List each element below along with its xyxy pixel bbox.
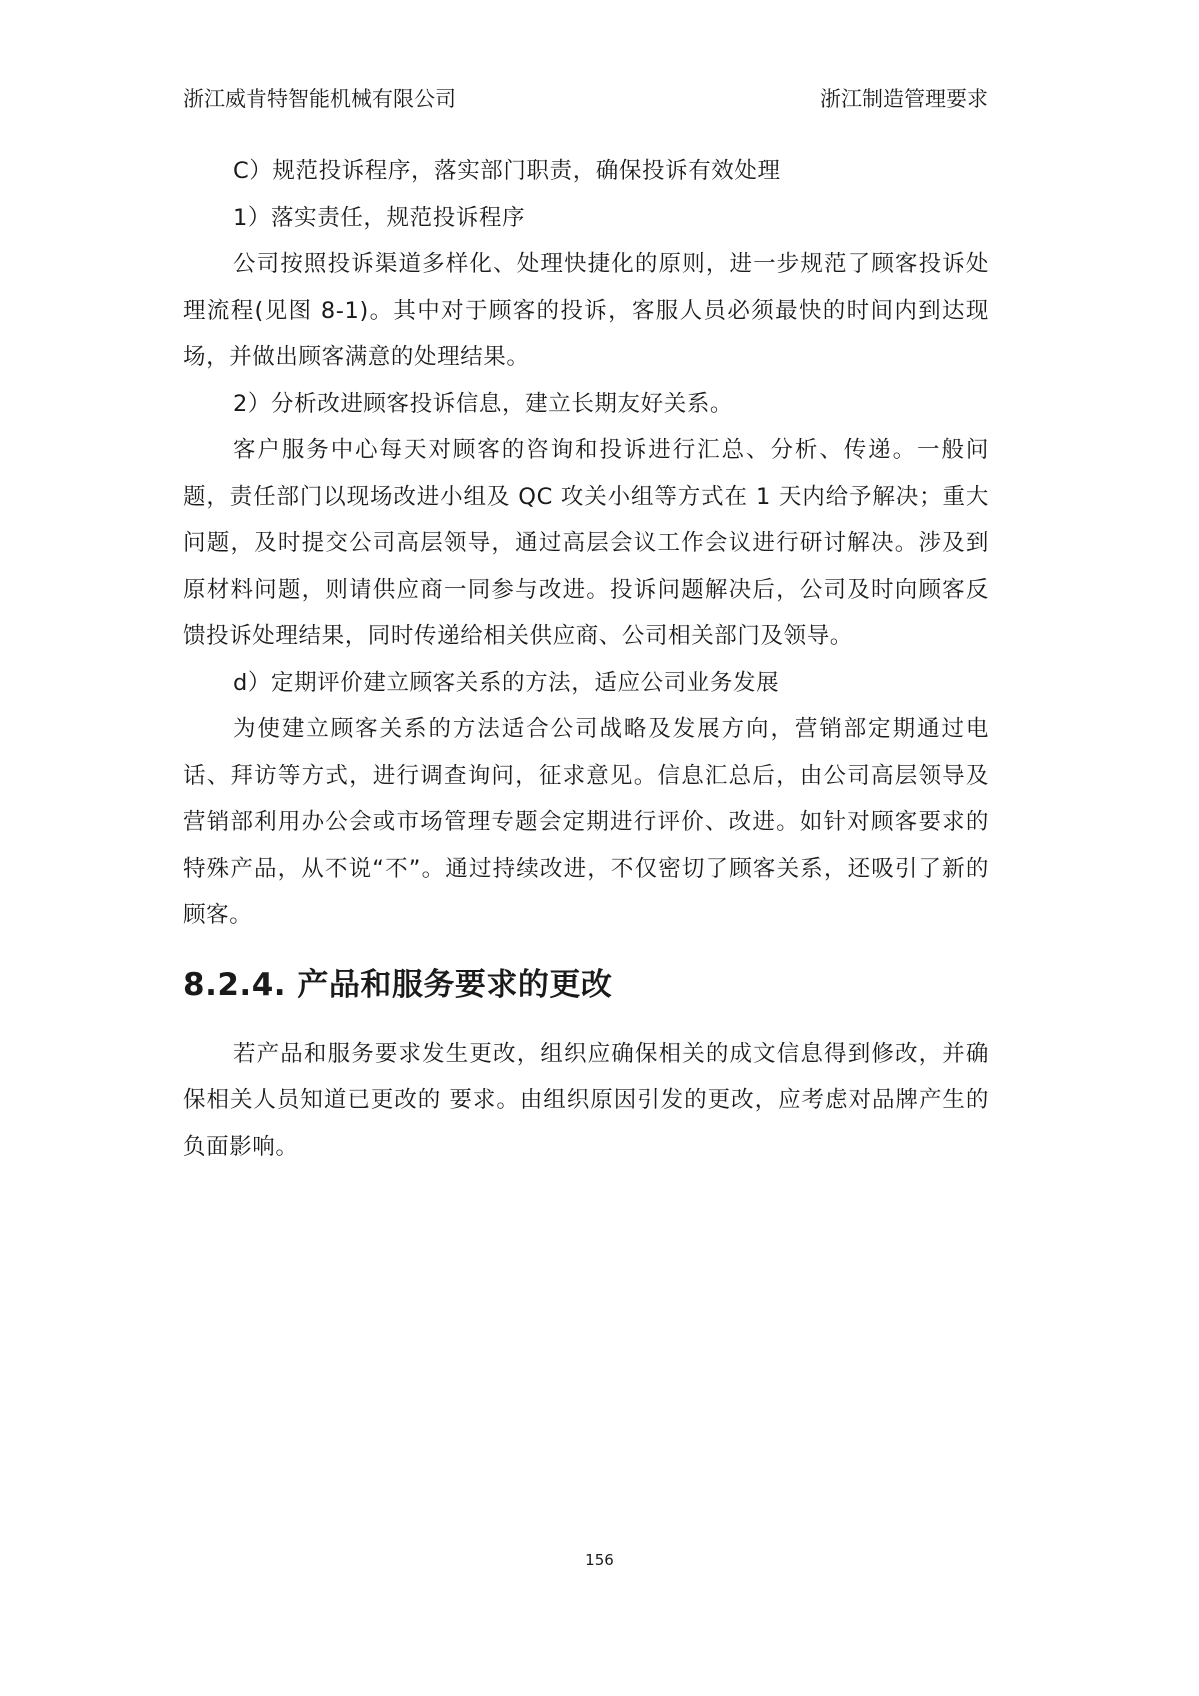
list-item-heading-c: C）规范投诉程序，落实部门职责，确保投诉有效处理 [233, 158, 781, 184]
list-item-heading-d: d）定期评价建立顾客关系的方法，适应公司业务发展 [233, 669, 780, 696]
section-heading: 8.2.4. 产品和服务要求的更改 [183, 966, 613, 1003]
body-paragraph: 为使建立顾客关系的方法适合公司战略及发展方向，营销部定期通过电话、拜访等方式，进行调查询问，征求意见。信息汇总后，由公司高层领导及营销部利用办公会或市场管理专题会定期进行评价、改进。如针对顾客要求的特殊产品，从不说“不”。通过持续改进，不仅密切了顾客关系，还吸引了新的顾客。 [183, 716, 989, 928]
list-item-heading-1: 1）落实责任，规范投诉程序 [233, 204, 526, 231]
page-number: 156 [585, 1551, 614, 1569]
page-header [183, 84, 988, 114]
header-company-name: 浙江威肯特智能机械有限公司 [183, 87, 456, 111]
body-paragraph: 若产品和服务要求发生更改，组织应确保相关的成文信息得到修改，并确保相关人员知道已更改的 要求。由组织原因引发的更改，应考虑对品牌产生的负面影响。 [183, 1040, 989, 1160]
body-paragraph: 客户服务中心每天对顾客的咨询和投诉进行汇总、分析、传递。一般问题，责任部门以现场改进小组及 QC 攻关小组等方式在 1 天内给予解决；重大问题，及时提交公司高层领导，通过高层会议工作会议进行研讨解决。涉及到原材料问题，则请供应商一同参与改进。投诉问题解决后，公司及时向顾客反馈投诉处理结果，同时传递给相关供应商、公司相关部门及领导。 [183, 437, 989, 649]
header-document-title: 浙江制造管理要求 [820, 87, 988, 111]
header-divider [183, 124, 988, 125]
body-paragraph: 公司按照投诉渠道多样化、处理快捷化的原则，进一步规范了顾客投诉处理流程(见图 8-1)。其中对于顾客的投诉，客服人员必须最快的时间内到达现场，并做出顾客满意的处理结果。 [183, 251, 989, 370]
page-body [183, 148, 989, 1170]
list-item-heading-2: 2）分析改进顾客投诉信息，建立长期友好关系。 [233, 390, 734, 417]
